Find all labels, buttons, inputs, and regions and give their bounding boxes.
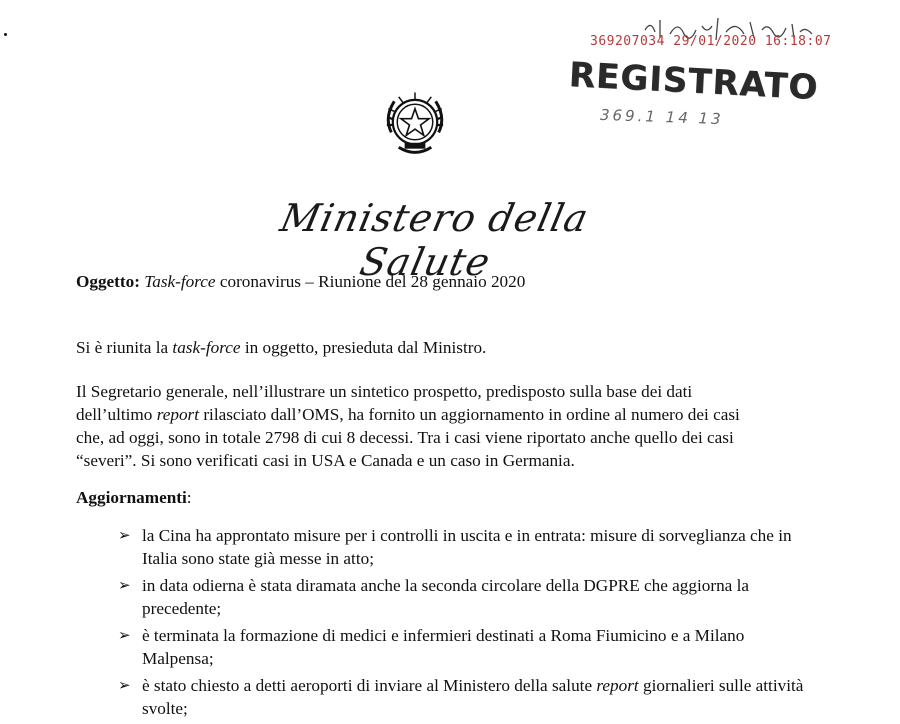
- p2-line2-italic: report: [156, 405, 200, 424]
- handwritten-note: 369.1 14 13: [599, 105, 724, 129]
- arrow-bullet-icon: ➢: [118, 626, 131, 644]
- subject-text: coronavirus – Riunione del 28 gennaio 2020: [215, 272, 526, 291]
- paragraph-meeting: [76, 336, 816, 359]
- p1-text-a: Si è riunita la: [76, 338, 173, 357]
- list-item: [118, 574, 818, 620]
- list-item: [118, 524, 818, 570]
- arrow-bullet-icon: ➢: [118, 576, 131, 594]
- paragraph-summary: [76, 380, 816, 472]
- list-item-text: la Cina ha approntato misure per i controlli in uscita e in entrata: misure di sorveglianza che in Italia sono state già messe in atto;: [142, 526, 792, 568]
- subject-label: Oggetto:: [76, 272, 140, 291]
- arrow-bullet-icon: ➢: [118, 526, 131, 544]
- updates-list: [118, 524, 818, 724]
- subject-line: [76, 270, 816, 293]
- p1-text-b: in oggetto, presieduta dal Ministro.: [240, 338, 487, 357]
- list-item-italic: report: [596, 676, 639, 695]
- list-item-text: è terminata la formazione di medici e infermieri destinati a Roma Fiumicino e a Milano Malpensa;: [142, 626, 745, 668]
- updates-heading-colon: :: [186, 488, 192, 507]
- p2-line2-a: dell’ultimo: [76, 405, 157, 424]
- scan-speck: [4, 33, 7, 36]
- p2-line-2: [76, 403, 816, 426]
- list-item-text-b: giornalieri sulle attività svolte;: [142, 676, 804, 718]
- p2-line-1: Il Segretario generale, nell’illustrare un sintetico prospetto, predisposto sulla base dei dati: [76, 382, 693, 401]
- protocol-stamp: 369207034 29/01/2020 16:18:07: [590, 34, 832, 49]
- updates-heading: [76, 486, 816, 509]
- arrow-bullet-icon: ➢: [118, 676, 131, 694]
- list-item-text: in data odierna è stata diramata anche la seconda circolare della DGPRE che aggiorna la precedente;: [142, 576, 750, 618]
- p2-line2-b: rilasciato dall’OMS, ha fornito un aggiornamento in ordine al numero dei casi: [199, 405, 740, 424]
- p1-italic: task-force: [172, 338, 241, 357]
- p2-line-3: che, ad oggi, sono in totale 2798 di cui 8 decessi. Tra i casi viene riportato anche quello dei casi: [76, 428, 734, 447]
- list-item: [118, 674, 818, 720]
- updates-heading-text: Aggiornamenti: [76, 488, 187, 507]
- italian-republic-emblem-icon: [378, 88, 452, 162]
- list-item: [118, 624, 818, 670]
- subject-italic: Task-force: [144, 272, 216, 291]
- registered-stamp: REGISTRATO: [567, 55, 820, 109]
- ministry-title: Ministero della Salute: [276, 196, 593, 284]
- p2-line-4: “severi”. Si sono verificati casi in USA e Canada e un caso in Germania.: [76, 451, 575, 470]
- list-item-text-a: è stato chiesto a detti aeroporti di inviare al Ministero della salute: [142, 676, 597, 695]
